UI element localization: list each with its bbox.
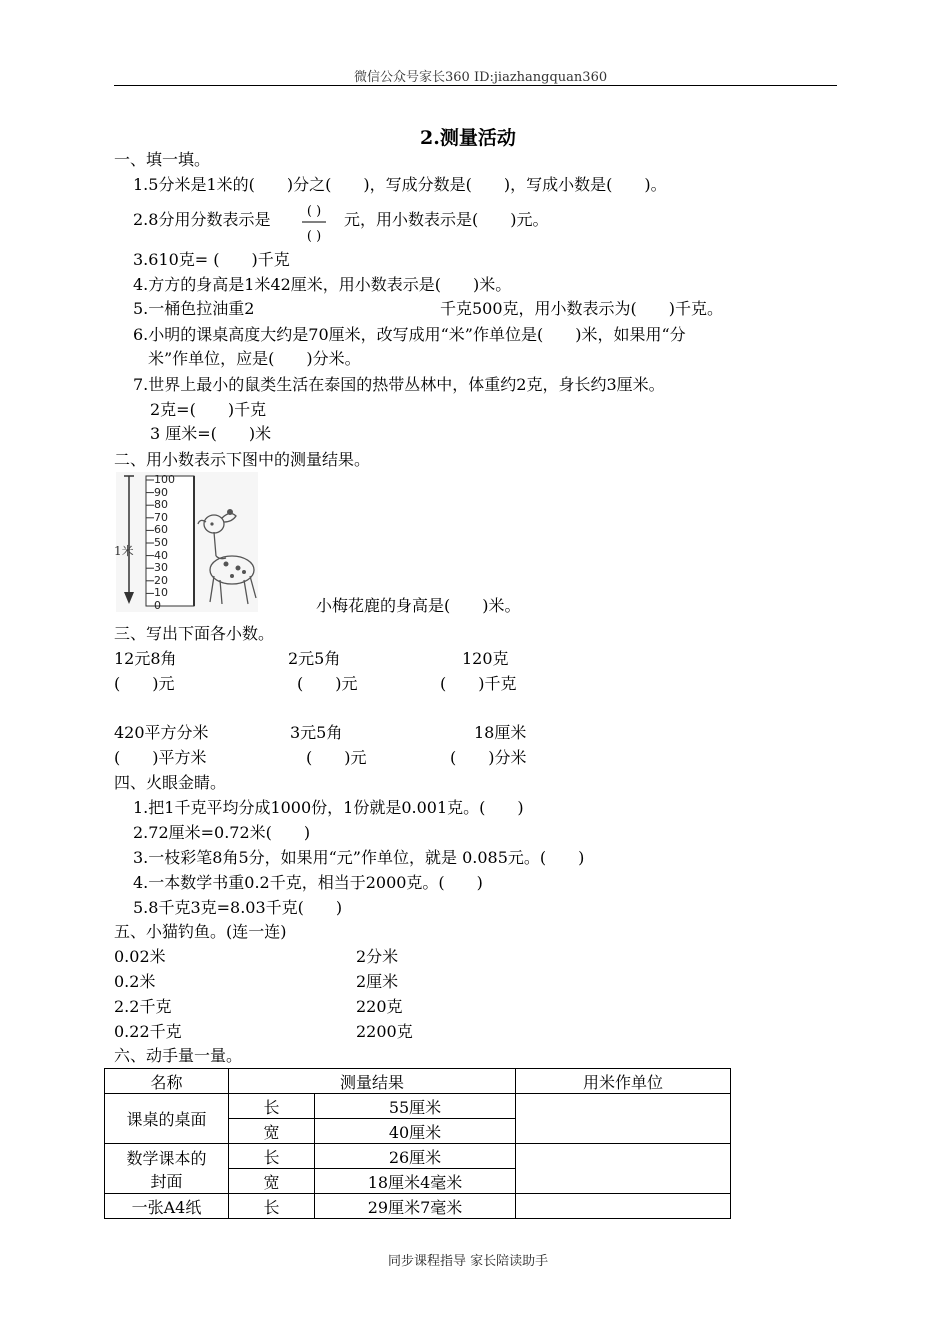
section-4-heading: 四、火眼金睛。 [114,773,227,792]
label-width: 宽 [229,1169,315,1194]
match-right-item: 2分米 [356,947,399,966]
svg-text:( ): ( ) [306,204,322,219]
desk-length: 55厘米 [315,1094,516,1119]
label-length: 长 [229,1144,315,1169]
page-footer: 同步课程指导 家长陪读助手 [388,1254,549,1269]
paper-answer-cell[interactable] [516,1194,731,1219]
ruler-ticks [154,474,184,613]
row-paper-name: 一张A4纸 [105,1194,229,1219]
tick-label: 90 [154,485,168,499]
q1-7b: 3 厘米=( )米 [150,424,272,443]
q1-6b: 米”作单位，应是( )分米。 [148,349,361,368]
section-1-heading: 一、填一填。 [114,150,211,169]
svg-text:( ): ( ) [306,229,322,244]
section-2-heading: 二、用小数表示下图中的测量结果。 [114,450,371,469]
q1-5b: 千克500克，用小数表示为( )千克。 [440,299,724,318]
ruler-length-label: 1米 [114,544,134,558]
deer-ruler-figure [116,472,258,612]
match-left-item: 2.2千克 [114,997,172,1016]
tick-label: 70 [154,510,168,524]
book-length: 26厘米 [315,1144,516,1169]
header-divider [114,85,837,86]
q1-6a: 6.小明的课桌高度大约是70厘米，改写成用“米”作单位是( )米，如果用“分 [133,325,686,344]
book-name-line2: 封面 [150,1171,183,1191]
tick-label: 80 [154,498,168,512]
th-result: 测量结果 [229,1069,516,1094]
q1-4: 4.方方的身高是1米42厘米，用小数表示是( )米。 [133,275,512,294]
label-length: 长 [229,1194,315,1219]
measurement-table [104,1068,731,1219]
s3-r1-ans3: ( )千克 [440,674,517,693]
tick-label: 50 [154,535,168,549]
s3-r2-ans1: ( )平方米 [114,748,207,767]
tick-label: 40 [154,548,168,562]
s3-r1-c2: 2元5角 [288,649,341,668]
s3-r1-c3: 120克 [462,649,509,668]
th-unit: 用米作单位 [516,1069,731,1094]
match-right-item: 2200克 [356,1022,413,1041]
q1-1: 1.5分米是1米的( )分之( )，写成分数是( )，写成小数是( )。 [133,175,667,194]
page-header: 微信公众号家长360 ID:jiazhangquan360 [354,70,608,85]
desk-width: 40厘米 [315,1119,516,1144]
s3-r2-ans3: ( )分米 [450,748,527,767]
tick-label: 60 [154,523,168,537]
deer-height-question: 小梅花鹿的身高是( )米。 [316,596,521,615]
s3-r1-c1: 12元8角 [114,649,177,668]
s3-r1-ans1: ( )元 [114,674,175,693]
match-right-item: 220克 [356,997,403,1016]
s3-r2-c3: 18厘米 [474,723,527,742]
tick-label: 20 [154,573,168,587]
match-right-item: 2厘米 [356,972,399,991]
q1-2b: 元，用小数表示是( )元。 [344,210,549,229]
th-name: 名称 [105,1069,229,1094]
section-6-heading: 六、动手量一量。 [114,1046,243,1065]
blank-fraction-icon [300,200,328,244]
row-book-name [105,1144,229,1194]
match-left-item: 0.22千克 [114,1022,182,1041]
judge-item: 1.把1千克平均分成1000份，1份就是0.001克。( ) [133,798,524,817]
s3-r2-c2: 3元5角 [290,723,343,742]
q1-2a: 2.8分用分数表示是 [133,210,271,229]
judge-item: 2.72厘米=0.72米( ) [133,823,311,842]
judge-item: 4.一本数学书重0.2千克，相当于2000克。( ) [133,873,483,892]
book-name-line1: 数学课本的 [126,1148,207,1168]
s3-r2-c1: 420平方分米 [114,723,209,742]
label-length: 长 [229,1094,315,1119]
judge-item: 5.8千克3克=8.03千克( ) [133,898,343,917]
match-left-item: 0.2米 [114,972,156,991]
section-3-heading: 三、写出下面各小数。 [114,624,275,643]
tick-label: 30 [154,561,168,575]
q1-5a: 5.一桶色拉油重2 [133,299,255,318]
judge-item: 3.一枝彩笔8角5分，如果用“元”作单位，就是 0.085元。( ) [133,848,585,867]
tick-label: 10 [154,586,168,600]
tick-label: 0 [154,598,161,612]
s3-r1-ans2: ( )元 [297,674,358,693]
book-width: 18厘米4毫米 [315,1169,516,1194]
desk-answer-cell[interactable] [516,1094,731,1144]
s3-r2-ans2: ( )元 [306,748,367,767]
label-width: 宽 [229,1119,315,1144]
q1-3: 3.610克= ( )千克 [133,250,290,269]
paper-length: 29厘米7毫米 [315,1194,516,1219]
book-answer-cell[interactable] [516,1144,731,1194]
section-5-heading: 五、小猫钓鱼。(连一连) [114,922,287,941]
tick-label: 100 [154,473,175,486]
match-left-item: 0.02米 [114,947,166,966]
row-desk-name: 课桌的桌面 [105,1094,229,1144]
q1-7a: 2克=( )千克 [150,400,267,419]
page-title: 2.测量活动 [420,127,516,149]
q1-7: 7.世界上最小的鼠类生活在泰国的热带丛林中，体重约2克，身长约3厘米。 [133,375,665,394]
